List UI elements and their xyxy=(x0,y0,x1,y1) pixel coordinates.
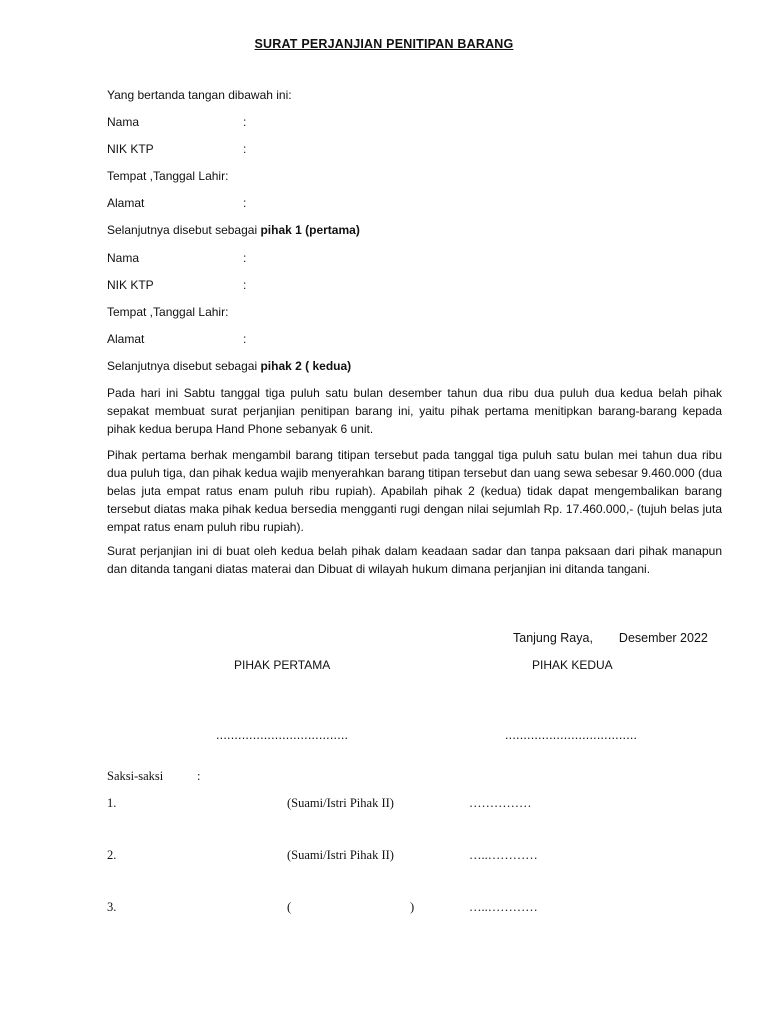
party1-designation xyxy=(107,223,360,237)
field-label: Alamat xyxy=(107,332,145,346)
intro-text: Yang bertanda tangan dibawah ini: xyxy=(107,88,292,102)
paragraph-agreement: Pada hari ini Sabtu tanggal tiga puluh satu bulan desember tahun dua ribu dua puluh dua kedua belah pihak sepakat membuat surat perjanjian penitipan barang ini, yaitu pihak pertama menitipkan barang-barang kepada pihak kedua berupa Hand Phone sebanyak 6 unit. xyxy=(107,386,722,436)
place-date xyxy=(513,631,708,645)
witness-2-number: 2. xyxy=(107,848,117,862)
designation-label: pihak 2 ( kedua) xyxy=(260,359,352,373)
witnesses-heading: Saksi-saksi xyxy=(107,769,164,783)
first-party-signature-label: PIHAK PERTAMA xyxy=(234,658,331,672)
party2-address-field xyxy=(107,332,246,346)
party2-ttl-field xyxy=(107,305,228,319)
document-title: SURAT PERJANJIAN PENITIPAN BARANG xyxy=(254,37,514,51)
designation-prefix: Selanjutnya disebut sebagai xyxy=(107,223,261,237)
party1-address-field xyxy=(107,196,246,210)
field-label: Nama xyxy=(107,115,140,129)
field-colon: : xyxy=(243,142,247,156)
witness-2-signature-line: …..………… xyxy=(469,848,538,862)
witness-1-number: 1. xyxy=(107,796,117,810)
party2-name-field xyxy=(107,251,246,265)
field-colon: : xyxy=(243,115,247,129)
field-label: Alamat xyxy=(107,196,145,210)
party1-name-field xyxy=(107,115,246,129)
party1-ttl-field xyxy=(107,169,228,183)
party2-designation xyxy=(107,359,351,373)
witness-3-signature-line: …..………… xyxy=(469,900,538,914)
witness-2-role: (Suami/Istri Pihak II) xyxy=(287,848,394,862)
witness-3-role-open: ( xyxy=(287,900,292,914)
date: Desember 2022 xyxy=(618,631,708,645)
witnesses-colon: : xyxy=(197,769,201,783)
party1-nik-field xyxy=(107,142,246,156)
designation-label: pihak 1 (pertama) xyxy=(260,223,360,237)
field-label: Tempat ,Tanggal Lahir: xyxy=(107,305,229,319)
party2-nik-field xyxy=(107,278,246,292)
paragraph-closing: Surat perjanjian ini di buat oleh kedua belah pihak dalam keadaan sadar dan tanpa paksaan dari pihak manapun dan ditanda tangani diatas materai dan Dibuat di wilayah hukum dimana perjanjian ini ditanda tangani. xyxy=(107,544,722,576)
field-colon: : xyxy=(243,278,247,292)
witness-1-signature-line: …………… xyxy=(469,796,532,810)
witness-1-role: (Suami/Istri Pihak II) xyxy=(287,796,394,810)
first-party-signature-line: .................................... xyxy=(216,728,349,742)
field-colon: : xyxy=(243,196,247,210)
field-label: Nama xyxy=(107,251,140,265)
field-label: NIK KTP xyxy=(107,142,154,156)
witness-3-role-close: ) xyxy=(410,900,415,914)
field-colon: : xyxy=(243,251,247,265)
second-party-signature-label: PIHAK KEDUA xyxy=(532,658,613,672)
second-party-signature-line: .................................... xyxy=(505,728,638,742)
designation-prefix: Selanjutnya disebut sebagai xyxy=(107,359,261,373)
witness-3-number: 3. xyxy=(107,900,117,914)
field-label: NIK KTP xyxy=(107,278,154,292)
field-label: Tempat ,Tanggal Lahir: xyxy=(107,169,229,183)
field-colon: : xyxy=(243,332,247,346)
paragraph-terms: Pihak pertama berhak mengambil barang titipan tersebut pada tanggal tiga puluh satu bulan mei tahun dua ribu dua puluh tiga, dan pihak kedua wajib menyerahkan barang titipan tersebut dan uang sewa sebesar 9.460.000 (dua belas juta empat ratus enam puluh ribu rupiah). Apabilah pihak 2 (kedua) tidak dapat mengembalikan barang tersebut diatas maka pihak kedua bersedia mengganti rugi dengan nilai sejumlah Rp. 17.460.000,- (tujuh belas juta empat ratus enam puluh ribu rupiah). xyxy=(107,448,722,534)
place: Tanjung Raya, xyxy=(513,631,593,645)
